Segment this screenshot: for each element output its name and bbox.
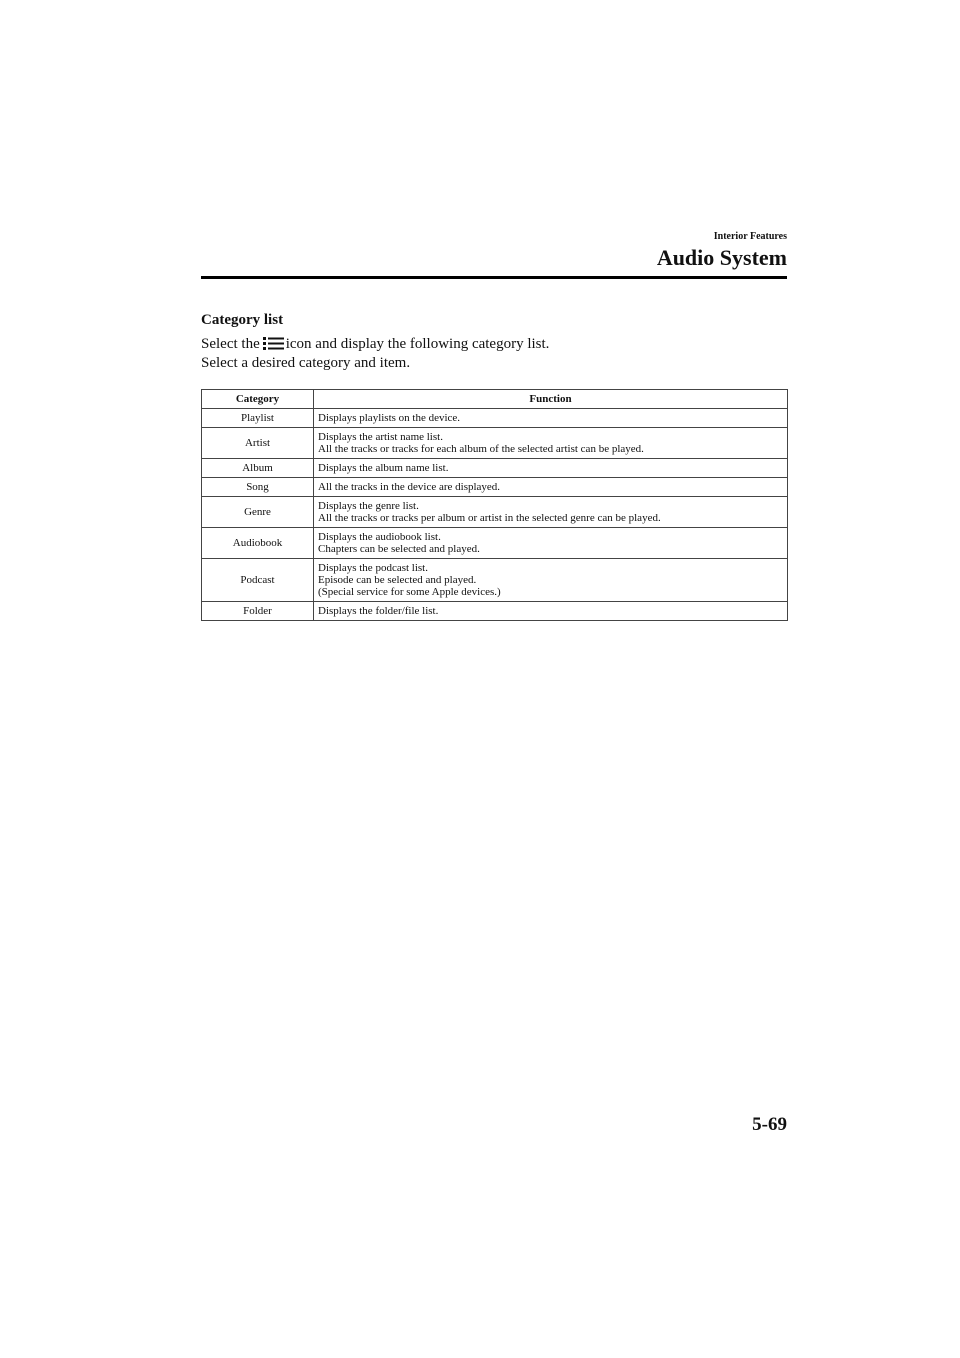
- function-line: Displays the genre list.: [318, 500, 419, 512]
- table-row: [202, 428, 788, 459]
- category-cell: Podcast: [202, 559, 314, 602]
- intro-pre: Select the: [201, 336, 260, 352]
- table-row: [202, 478, 788, 497]
- category-cell: Folder: [202, 602, 314, 621]
- page-number: 5-69: [752, 1114, 787, 1135]
- function-line: All the tracks or tracks for each album of the selected artist can be played.: [318, 443, 644, 455]
- function-cell: [314, 497, 788, 528]
- function-cell: [314, 409, 788, 428]
- header-divider: [201, 276, 787, 279]
- header-category: Category: [202, 390, 314, 409]
- table-row: [202, 602, 788, 621]
- table-row: [202, 409, 788, 428]
- function-line: Displays the audiobook list.: [318, 531, 441, 543]
- category-cell: Song: [202, 478, 314, 497]
- function-line: All the tracks in the device are displayed.: [318, 481, 501, 493]
- function-cell: [314, 459, 788, 478]
- function-line: (Special service for some Apple devices.): [318, 586, 501, 598]
- function-cell: [314, 478, 788, 497]
- category-table: [201, 389, 788, 621]
- page-header: [201, 231, 787, 272]
- category-cell: Genre: [202, 497, 314, 528]
- list-icon: [263, 336, 284, 351]
- table-row: [202, 559, 788, 602]
- category-cell: Audiobook: [202, 528, 314, 559]
- function-line: Displays the folder/file list.: [318, 605, 439, 617]
- function-cell: [314, 528, 788, 559]
- category-cell: Playlist: [202, 409, 314, 428]
- intro-post: icon and display the following category list.: [285, 336, 550, 352]
- intro-line-2: Select a desired category and item.: [201, 355, 411, 371]
- function-line: Displays playlists on the device.: [318, 412, 461, 424]
- function-line: Displays the artist name list.: [318, 431, 443, 443]
- function-line: Displays the album name list.: [318, 462, 449, 474]
- header-function: Function: [314, 390, 788, 409]
- function-line: Episode can be selected and played.: [318, 574, 477, 586]
- function-line: Chapters can be selected and played.: [318, 543, 480, 555]
- table-row: [202, 497, 788, 528]
- table-body: [202, 409, 788, 621]
- intro-text: [201, 335, 787, 373]
- table-row: [202, 528, 788, 559]
- function-cell: [314, 602, 788, 621]
- function-cell: [314, 428, 788, 459]
- table-header-row: [202, 390, 788, 409]
- table-row: [202, 459, 788, 478]
- subheading: Category list: [201, 312, 284, 328]
- section-title: Interior Features: [713, 231, 787, 242]
- category-cell: Artist: [202, 428, 314, 459]
- function-line: All the tracks or tracks per album or artist in the selected genre can be played.: [318, 512, 661, 524]
- category-cell: Album: [202, 459, 314, 478]
- chapter-title: Audio System: [656, 245, 787, 270]
- intro-line-1: [201, 335, 787, 354]
- function-cell: [314, 559, 788, 602]
- function-line: Displays the podcast list.: [318, 562, 428, 574]
